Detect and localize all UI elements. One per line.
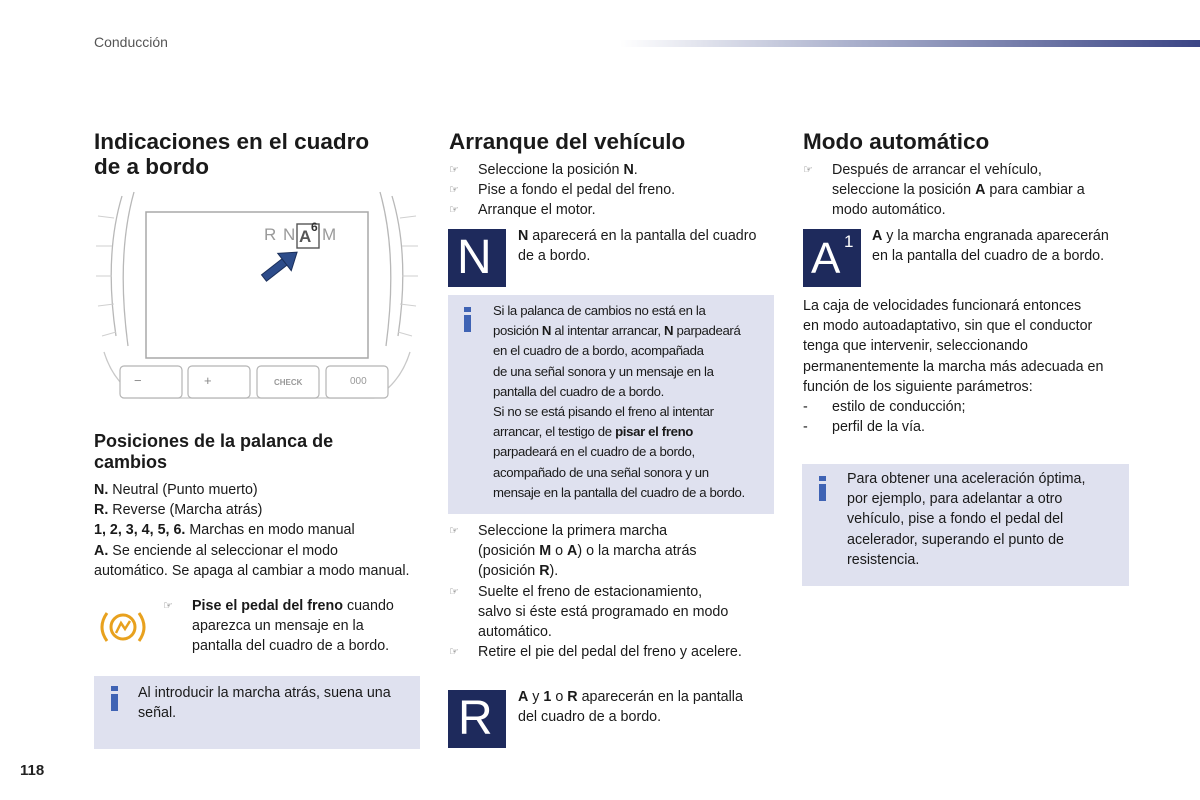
dash-button-plus: + [204, 373, 212, 388]
drive-step-3: ☞ Retire el pie del pedal del freno y acelere. [449, 642, 779, 662]
col3-title: Modo automático [803, 129, 990, 154]
start-steps [449, 160, 779, 221]
n-display-text: N aparecerá en la pantalla del cuadro de a bordo. [518, 228, 757, 265]
parameter-item: - estilo de conducción; [803, 399, 966, 416]
info-icon [819, 476, 826, 501]
info-box-acceleration: Para obtener una aceleración óptima, por ejemplo, para adelantar a otro vehículo, pise a fondo el pedal del acelerador, superando el punto de resistencia. [802, 464, 1129, 586]
drive-step-1: ☞ Seleccione la primera marcha (posición M o A) o la marcha atrás (posición R). [449, 521, 779, 582]
display-letters-left: R N [264, 225, 297, 244]
display-letter-right: M [322, 225, 337, 244]
positions-title: Posiciones de la palanca de cambios [94, 431, 334, 472]
position-a-cont: automático. Se apaga al cambiar a modo manual. [94, 562, 410, 579]
position-r: R. Reverse (Marcha atrás) [94, 502, 263, 519]
auto-description: La caja de velocidades funcionará entonces en modo autoadaptativo, sin que el conductor tenga que intervenir, seleccionando permanentemente la marcha más adecuada en función de los siguiente parámetros: - estilo de conducción; - perfil de la vía. [803, 296, 1143, 437]
dashboard-drawing [94, 186, 420, 418]
position-a: A. Se enciende al seleccionar el modo [94, 542, 338, 559]
gear-tile-r: R [448, 690, 506, 748]
page-number: 118 [20, 762, 45, 779]
parameter-item: - perfil de la vía. [803, 419, 925, 436]
brake-instruction: ☞ Pise el pedal del freno cuando aparezca un mensaje en la pantalla del cuadro de a bordo. [163, 596, 423, 657]
start-step-3: ☞ Arranque el motor. [449, 200, 779, 220]
info-box-reverse: Al introducir la marcha atrás, suena una señal. [94, 676, 420, 749]
dash-button-check: CHECK [274, 378, 303, 387]
info-box-start: Si la palanca de cambios no está en la posición N al intentar arrancar, N parpadeará en el cuadro de a bordo, acompañada de una señal sonora y un mensaje en la pantalla del cuadro de a bordo. Si no se está pisando el freno al intentar arrancar, el testigo de pisar el freno parpadeará en el cuadro de a bordo, acompañado de una señal sonora y un mensaje en la pantalla del cuadro de a bordo. [448, 295, 774, 514]
drive-step-2: ☞ Suelte el freno de estacionamiento, salvo si éste está programado en modo automático. [449, 582, 779, 643]
info-icon [111, 686, 118, 711]
section-label: Conducción [94, 34, 168, 50]
display-boxed-sup: 6 [311, 220, 318, 234]
start-step-2: ☞ Pise a fondo el pedal del freno. [449, 180, 779, 200]
dashboard-illustration [94, 186, 420, 418]
dash-button-minus: − [134, 373, 142, 388]
brake-warning-icon [99, 607, 147, 647]
position-manual: 1, 2, 3, 4, 5, 6. Marchas en modo manual [94, 522, 355, 539]
start-step-1: ☞ Seleccione la posición N. [449, 160, 779, 180]
position-n: N. Neutral (Punto muerto) [94, 482, 258, 498]
gear-tile-a1: A 1 [803, 229, 861, 287]
dash-button-odometer: 000 [350, 376, 367, 387]
positions-list [94, 480, 424, 581]
r-display-text: A y 1 o R aparecerán en la pantalla del cuadro de a bordo. [518, 689, 743, 726]
col1-title: Indicaciones en el cuadro de a bordo [94, 129, 370, 179]
auto-step: ☞ Después de arrancar el vehículo, seleccione la posición A para cambiar a modo automático. [803, 160, 1133, 221]
header-bar [620, 40, 1200, 47]
a-display-text: A y la marcha engranada aparecerán en la pantalla del cuadro de a bordo. [872, 228, 1109, 265]
drive-steps [449, 521, 779, 662]
col2-title: Arranque del vehículo [449, 129, 686, 154]
gear-tile-n: N [448, 229, 506, 287]
info-icon [464, 307, 471, 332]
display-boxed-letter: A [299, 227, 312, 246]
